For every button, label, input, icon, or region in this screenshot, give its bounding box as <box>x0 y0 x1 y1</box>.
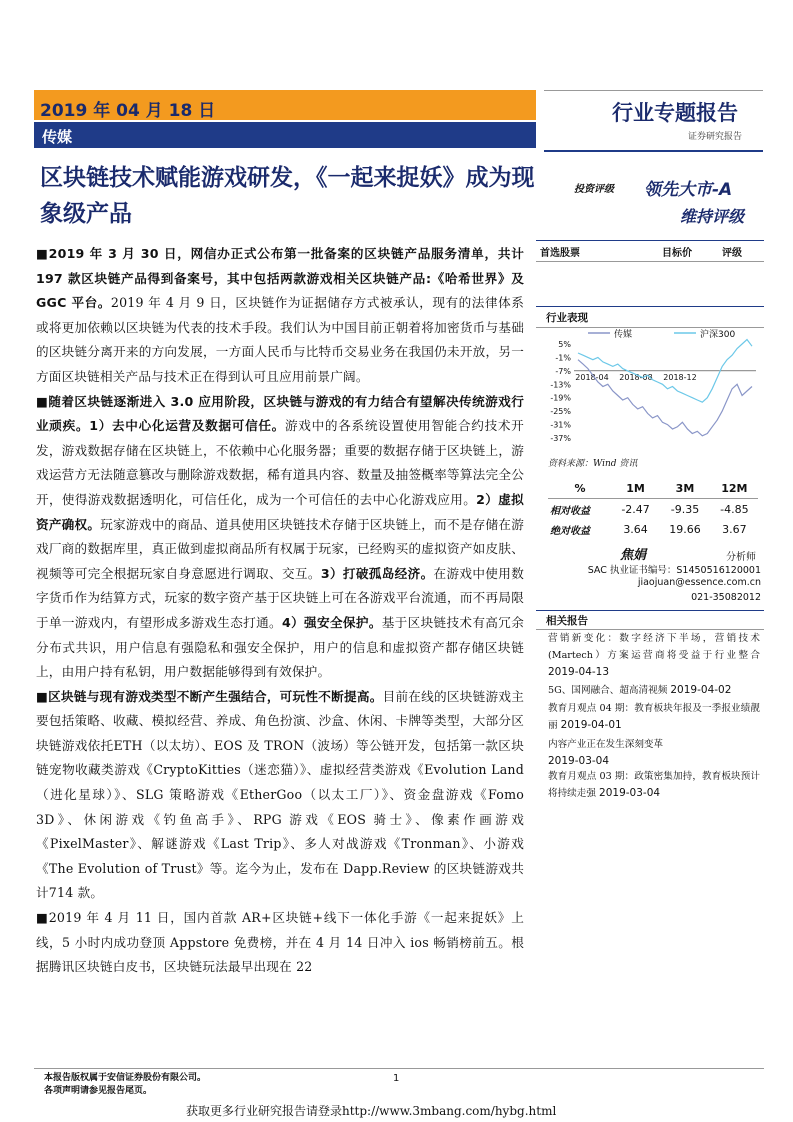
paragraph-1-lead: ■2019 年 3 月 30 日，网信办正式公布第一批备案的区块链产品服务清单，共计 197 款区块链产品得到备案号，其中包括两款游戏相关区块链产品:《哈希世界》及 GGC 平台。 <box>36 246 524 311</box>
header-divider-top <box>544 90 763 91</box>
picks-label: 首选股票 <box>540 248 580 259</box>
perf-header-cell: 3M <box>659 478 711 499</box>
perf-header-cell: 1M <box>612 478 659 499</box>
legend-label: 沪深300 <box>700 330 736 340</box>
promo-link[interactable]: 获取更多行业研究报告请登录http://www.3mbang.com/hybg.html <box>186 1104 557 1118</box>
paragraph-2-point: 3）打破孤岛经济。 <box>320 565 434 581</box>
y-tick-label: -19% <box>550 393 571 403</box>
report-date: 2019 年 04 月 18 日 <box>40 101 216 121</box>
paragraph-2-text: 基于区块链技术有高冗余分布式共识，用户信息有强隐私和强安全保护，用户的信息和虚拟资产都存储区块链上，由用户持有私钥，用户数据能够得到有效保护。 <box>36 614 524 680</box>
related-item-date: 2019-04-02 <box>670 684 732 696</box>
x-tick-label: 2018-08 <box>619 372 653 382</box>
paragraph-2-lead: ■随着区块链逐渐进入 3.0 应用阶段，区块链与游戏的有力结合有望解决传统游戏行业顽疾。1）去中心化运营及数据可信任。 <box>36 393 524 434</box>
related-item-title[interactable]: 教育月观点 04 期：教育板块年报及一季报业绩靓丽 <box>548 703 760 731</box>
paragraph-3 <box>36 685 524 906</box>
perf-title-row <box>536 306 764 328</box>
related-item-title[interactable]: 营销新变化：数字经济下半场，营销技术(Martech）方案运营商将受益于行业整合 <box>548 633 760 661</box>
perf-cell: -2.47 <box>621 502 650 516</box>
related-item-title[interactable]: 教育月观点 03 期：政策密集加持，教育板块预计将持续走强 <box>548 771 760 799</box>
analyst-sac: SAC 执业证书编号：S1450516120001 <box>587 565 761 576</box>
y-tick-label: -25% <box>550 407 571 417</box>
related-title-row <box>536 610 764 630</box>
y-tick-label: -1% <box>555 353 571 363</box>
related-item[interactable] <box>548 630 760 681</box>
related-item-title[interactable]: 5G、国网融合、超高清视频 <box>548 685 668 696</box>
paragraph-3-text: 目前在线的区块链游戏主要包括策略、收藏、模拟经营、养成、角色扮演、沙盒、休闲、卡牌等类型，大部分区块链游戏依托ETH（以太坊）、EOS 及 TRON（波场）等公链开发，包括第一款区块链宠物收藏类游戏《CryptoKitties（迷恋猫）》、虚拟经营类游戏《Evolution Land（进化星球）》、SLG 策略游戏《EtherGoo（以太工厂）》、资金盘游戏《Fomo 3D》、休闲游戏《钓鱼高手》、RPG 游戏《EOS 骑士》、像素作画游戏《PixelMaster》、解谜游戏《Last Trip》、多人对战游戏《Tronman》、小游戏《The Evolution of Trust》等。迄今为止，发布在 Dapp.Review 的区块链游戏共计714 款。 <box>36 688 524 901</box>
perf-cell: -9.35 <box>670 502 700 516</box>
paragraph-1 <box>36 242 524 390</box>
rating-action: 维持评级 <box>680 207 745 226</box>
perf-cell: 3.64 <box>623 522 648 536</box>
footer-line-2: 各项声明请参见报告尾页。 <box>44 1086 153 1096</box>
report-body <box>36 242 524 980</box>
paragraph-2-text: 玩家游戏中的商品、道具使用区块链技术存储于区块链上，而不是存储在游戏厂商的数据库里，真正做到虚拟商品所有权属于玩家，已经购买的虚拟资产如皮肤、视频等可完全根据玩家自身意愿进行调取、交互。 <box>36 516 524 581</box>
chart-source: 资料来源：Wind 资讯 <box>548 459 638 469</box>
paragraph-2-text: 在游戏中使用数字货币作为结算方式，玩家的数字资产基于区块链上可在各游戏平台流通，而不再局限于单一游戏内，有望形成多游戏生态打通。 <box>36 565 524 630</box>
paragraph-2 <box>36 390 524 685</box>
chart-svg <box>544 326 763 446</box>
legend-label: 传媒 <box>614 330 633 340</box>
page-number: 1 <box>393 1073 400 1084</box>
rating-label: 投资评级 <box>574 184 614 195</box>
target-label: 目标价 <box>662 248 692 259</box>
paragraph-2-point: 4）强安全保护。 <box>281 614 382 630</box>
performance-table <box>548 478 758 539</box>
y-tick-label: -37% <box>550 434 571 443</box>
paragraph-1-text: 2019 年 4 月 9 日，区块链作为证据储存方式被承认，现有的法律体系或将更加依赖以区块链为代表的技术手段。我们认为中国目前正朝着将加密货币与基础的区块链分离开来的方向发展，一方面人民币与比特币交易业务在我国仍未开放，另一方面区块链相关产品与技术正在得到认可且应用前景广阔。 <box>36 295 525 384</box>
footer-divider <box>34 1068 764 1069</box>
picks-header <box>536 240 764 262</box>
paragraph-4: ■2019 年 4 月 11 日，国内首款 AR+区块链+线下一体化手游《一起来捉妖》上线，5 小时内成功登顶 Appstore 免费榜，并在 4 月 14 日冲入 ios 畅销榜前五。根据腾讯区块链白皮书，区块链玩法最早出现在 22 <box>36 910 524 975</box>
y-tick-label: 5% <box>558 340 571 349</box>
sector-bar <box>34 122 536 148</box>
perf-row-label: 相对收益 <box>550 505 590 517</box>
analyst-email[interactable]: jiaojuan@essence.com.cn <box>637 577 761 588</box>
related-item-date: 2019-03-04 <box>599 787 661 799</box>
related-item-date: 2019-04-13 <box>548 666 610 678</box>
grade-label: 评级 <box>722 248 742 259</box>
y-tick-label: -13% <box>550 380 571 390</box>
paragraph-2-point: 2）虚拟资产确权。 <box>36 491 524 532</box>
perf-row-relative <box>548 499 758 520</box>
perf-row-absolute <box>548 519 758 539</box>
perf-cell: 3.67 <box>722 522 747 536</box>
footer-line-1: 本报告版权属于安信证券股份有限公司。 <box>44 1073 207 1083</box>
perf-row-label: 绝对收益 <box>550 525 590 537</box>
analyst-name: 焦娟 <box>620 548 647 563</box>
perf-cell: -4.85 <box>720 502 749 516</box>
related-item[interactable] <box>548 768 760 802</box>
related-item-date: 2019-03-04 <box>548 755 610 767</box>
perf-cell: 19.66 <box>669 522 701 536</box>
analyst-phone: 021-35082012 <box>691 592 761 603</box>
related-item[interactable] <box>548 700 760 734</box>
related-item-title[interactable]: 内容产业正在发生深刻变革 <box>548 739 664 750</box>
paragraph-3-lead: ■区块链与现有游戏类型不断产生强结合，可玩性不断提高。 <box>36 688 383 704</box>
y-tick-label: -31% <box>550 420 571 430</box>
header-divider <box>544 150 763 152</box>
paragraph-2-text: 游戏中的各系统设置使用智能合约技术开发，游戏数据存储在区块链上，不依赖中心化服务器；重要的数据存储于区块链上，游戏运营方无法随意篡改与删除游戏数据，稀有道具内容、数量及抽签概率等算法完全公开，使得游戏数据透明化，可信任化，成为一个可信任的去中心化游戏应用。 <box>36 418 524 507</box>
rating-value: 领先大市-A <box>644 180 733 200</box>
footer-disclaimer <box>44 1072 206 1098</box>
report-type: 行业专题报告 <box>612 101 738 125</box>
page-title: 区块链技术赋能游戏研发，《一起来捉妖》成为现象级产品 <box>40 165 535 227</box>
performance-chart <box>544 326 763 446</box>
perf-header-row <box>548 478 758 499</box>
report-subtitle: 证券研究报告 <box>688 132 743 142</box>
related-title: 相关报告 <box>546 615 588 627</box>
related-item[interactable] <box>548 736 760 770</box>
x-tick-label: 2018-12 <box>663 372 697 382</box>
related-item[interactable] <box>548 682 760 699</box>
analyst-role: 分析师 <box>726 552 756 563</box>
related-item-date: 2019-04-01 <box>560 719 622 731</box>
x-tick-label: 2018-04 <box>575 372 609 382</box>
perf-header-cell: 12M <box>711 478 758 499</box>
perf-title: 行业表现 <box>546 312 588 324</box>
y-tick-label: -7% <box>555 366 571 376</box>
perf-header-cell: % <box>548 478 612 499</box>
sector-label: 传媒 <box>42 128 73 146</box>
